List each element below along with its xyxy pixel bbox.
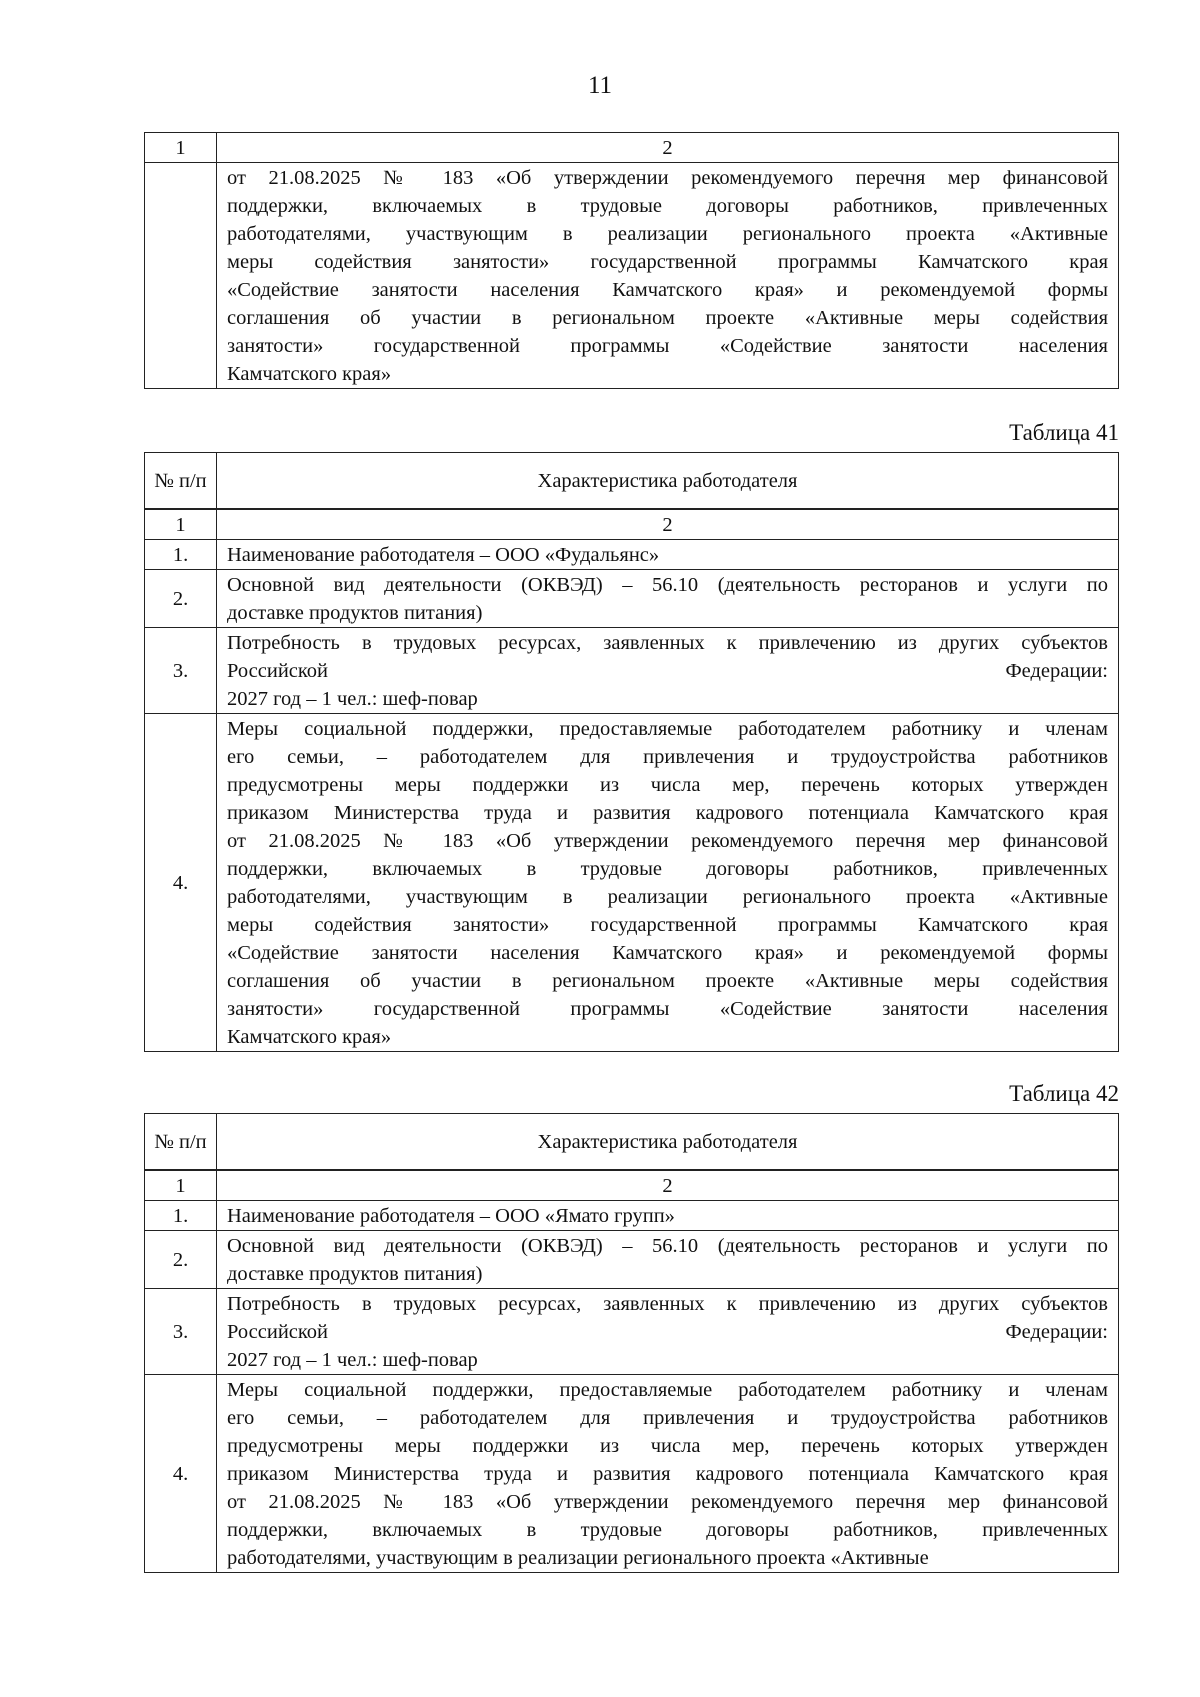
table-row: [145, 163, 1119, 389]
text-line: Наименование работодателя – ООО «Ямато групп»: [227, 1205, 675, 1227]
text-line: Российской Федерации:: [227, 1321, 1108, 1343]
column-number-row: [145, 1170, 1119, 1201]
continued-table: [144, 132, 1119, 389]
text-line: занятости» государственной программы «Содействие занятости населения: [227, 998, 1108, 1020]
text-line: Камчатского края»: [227, 1026, 392, 1048]
text-line: его семьи, – работодателем для привлечения и трудоустройства работников: [227, 746, 1108, 768]
text-line: Потребность в трудовых ресурсах, заявленных к привлечению из других субъектов: [227, 632, 1108, 654]
text-line: соглашения об участии в региональном проекте «Активные меры содействия: [227, 970, 1108, 992]
text-line: 2027 год – 1 чел.: шеф-повар: [227, 1349, 478, 1371]
text-line: меры содействия занятости» государственной программы Камчатского края: [227, 914, 1108, 936]
column-number-row: [145, 133, 1119, 163]
text-line: от 21.08.2025 № 183 «Об утверждении рекомендуемого перечня мер финансовой: [227, 830, 1108, 852]
table-row: [145, 1231, 1119, 1289]
text-line: «Содействие занятости населения Камчатского края» и рекомендуемой формы: [227, 942, 1108, 964]
column-number-row: [145, 509, 1119, 540]
row-text-cell: [217, 1201, 1119, 1231]
row-text-cell: [217, 628, 1119, 714]
text-line: работодателями, участвующим в реализации регионального проекта «Активные: [227, 1547, 929, 1569]
column-number-1: 1: [145, 133, 217, 163]
row-number-cell: 1.: [145, 540, 217, 570]
table-row: [145, 628, 1119, 714]
text-line: его семьи, – работодателем для привлечения и трудоустройства работников: [227, 1407, 1108, 1429]
text-line: Потребность в трудовых ресурсах, заявленных к привлечению из других субъектов: [227, 1293, 1108, 1315]
text-line: поддержки, включаемых в трудовые договоры работников, привлеченных: [227, 858, 1108, 880]
header-number-cell: № п/п: [145, 1114, 217, 1171]
row-text-cell: [217, 1289, 1119, 1375]
column-number-2: 2: [217, 1170, 1119, 1201]
table-row: [145, 570, 1119, 628]
row-number-cell: 4.: [145, 1375, 217, 1573]
page-number: 11: [587, 72, 613, 99]
text-line: Меры социальной поддержки, предоставляемые работодателем работнику и членам: [227, 718, 1108, 740]
table-row: [145, 1289, 1119, 1375]
text-line: соглашения об участии в региональном проекте «Активные меры содействия: [227, 307, 1108, 329]
text-line: работодателями, участвующим в реализации регионального проекта «Активные: [227, 886, 1108, 908]
row-number-cell: 2.: [145, 570, 217, 628]
column-number-2: 2: [217, 133, 1119, 163]
text-line: работодателями, участвующим в реализации регионального проекта «Активные: [227, 223, 1108, 245]
header-row: [145, 1114, 1119, 1171]
table-41-caption: Таблица 41: [1009, 420, 1119, 445]
row-number-cell: 1.: [145, 1201, 217, 1231]
text-line: поддержки, включаемых в трудовые договоры работников, привлеченных: [227, 1519, 1108, 1541]
table-42-caption: Таблица 42: [1009, 1081, 1119, 1106]
text-line: «Содействие занятости населения Камчатского края» и рекомендуемой формы: [227, 279, 1108, 301]
text-line: меры содействия занятости» государственной программы Камчатского края: [227, 251, 1108, 273]
column-number-2: 2: [217, 509, 1119, 540]
text-line: от 21.08.2025 № 183 «Об утверждении рекомендуемого перечня мер финансовой: [227, 1491, 1108, 1513]
row-text-cell: [217, 570, 1119, 628]
row-text-cell: [217, 163, 1119, 389]
text-line: доставке продуктов питания): [227, 1263, 483, 1285]
text-line: занятости» государственной программы «Содействие занятости населения: [227, 335, 1108, 357]
text-line: приказом Министерства труда и развития кадрового потенциала Камчатского края: [227, 802, 1108, 824]
table-41: [144, 452, 1119, 1052]
text-line: приказом Министерства труда и развития кадрового потенциала Камчатского края: [227, 1463, 1108, 1485]
text-line: доставке продуктов питания): [227, 602, 483, 624]
text-line: поддержки, включаемых в трудовые договоры работников, привлеченных: [227, 195, 1108, 217]
text-line: Наименование работодателя – ООО «Фудальянс»: [227, 544, 660, 566]
row-number-cell: 2.: [145, 1231, 217, 1289]
header-number-cell: № п/п: [145, 453, 217, 510]
row-text-cell: [217, 540, 1119, 570]
text-line: Основной вид деятельности (ОКВЭД) – 56.10 (деятельность ресторанов и услуги по: [227, 574, 1108, 596]
text-line: Меры социальной поддержки, предоставляемые работодателем работнику и членам: [227, 1379, 1108, 1401]
row-text-cell: [217, 1231, 1119, 1289]
text-line: Российской Федерации:: [227, 660, 1108, 682]
row-text-cell: [217, 1375, 1119, 1573]
row-number-cell: 3.: [145, 1289, 217, 1375]
column-number-1: 1: [145, 509, 217, 540]
column-number-1: 1: [145, 1170, 217, 1201]
text-line: 2027 год – 1 чел.: шеф-повар: [227, 688, 478, 710]
row-number-cell: 4.: [145, 714, 217, 1052]
table-row: [145, 1375, 1119, 1573]
row-number-cell: [145, 163, 217, 389]
table-row: [145, 540, 1119, 570]
header-title-cell: Характеристика работодателя: [217, 453, 1119, 510]
text-line: предусмотрены меры поддержки из числа мер, перечень которых утвержден: [227, 1435, 1108, 1457]
text-line: Основной вид деятельности (ОКВЭД) – 56.10 (деятельность ресторанов и услуги по: [227, 1235, 1108, 1257]
text-line: предусмотрены меры поддержки из числа мер, перечень которых утвержден: [227, 774, 1108, 796]
text-line: Камчатского края»: [227, 363, 392, 385]
row-number-cell: 3.: [145, 628, 217, 714]
header-title-cell: Характеристика работодателя: [217, 1114, 1119, 1171]
text-line: от 21.08.2025 № 183 «Об утверждении рекомендуемого перечня мер финансовой: [227, 167, 1108, 189]
row-text-cell: [217, 714, 1119, 1052]
table-row: [145, 714, 1119, 1052]
header-row: [145, 453, 1119, 510]
table-42: [144, 1113, 1119, 1573]
table-row: [145, 1201, 1119, 1231]
